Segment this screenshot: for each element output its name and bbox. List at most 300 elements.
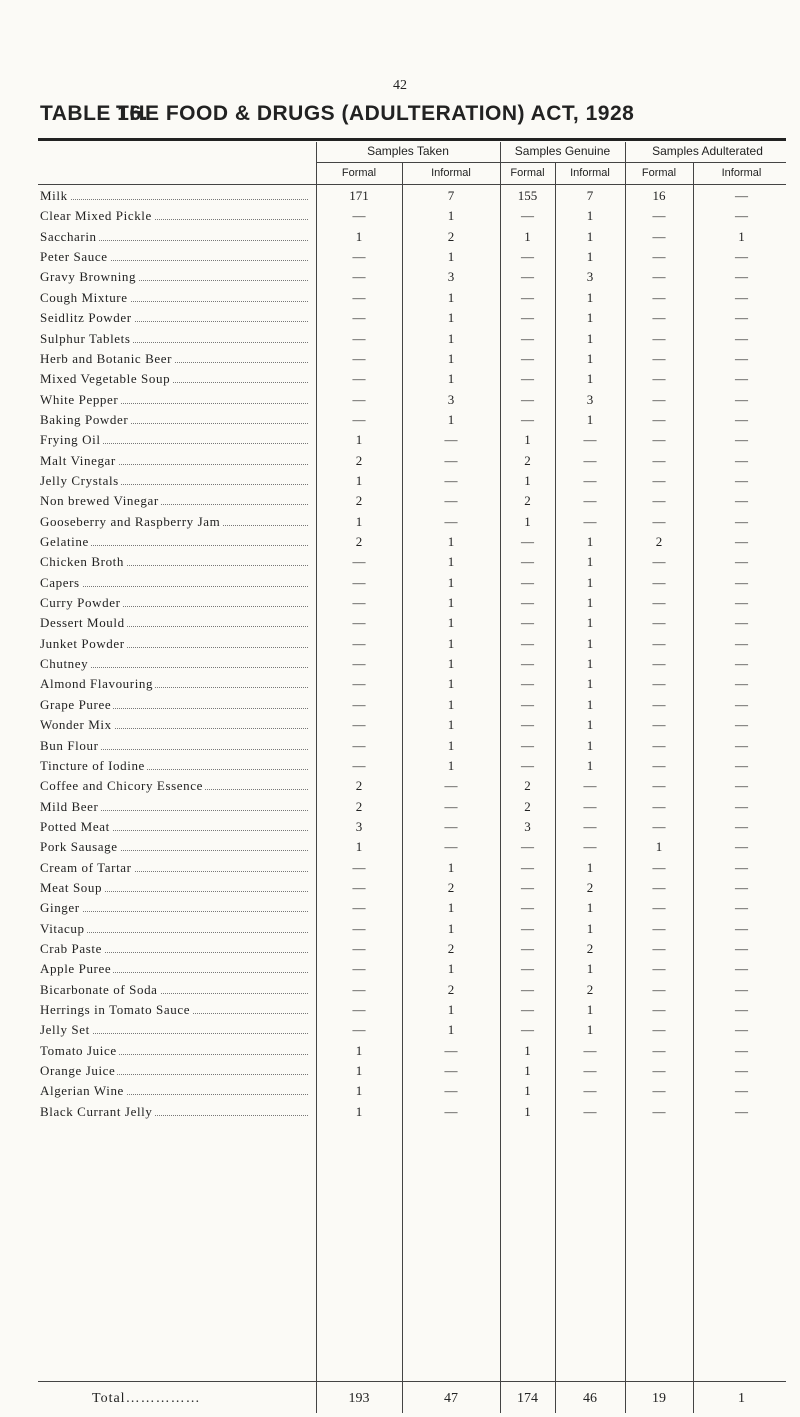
row-label: Herb and Botanic Beer <box>40 351 308 367</box>
table-cell: — <box>735 554 748 570</box>
table-cell: — <box>735 574 748 590</box>
table-cell: — <box>352 1022 366 1038</box>
table-cell: 2 <box>524 798 531 814</box>
table-cell: — <box>352 330 366 346</box>
row-label: Non brewed Vinegar <box>40 493 308 509</box>
table-cell: — <box>735 900 748 916</box>
table-cell: — <box>444 1103 458 1119</box>
table-cell: — <box>352 615 366 631</box>
table-cell: — <box>735 818 748 834</box>
row-label: Cream of Tartar <box>40 860 308 876</box>
table-cell: — <box>352 391 366 407</box>
table-cell: — <box>352 737 366 753</box>
table-cell: — <box>735 452 748 468</box>
table-row <box>0 534 800 554</box>
table-cell: — <box>735 757 748 773</box>
table-cell: — <box>652 737 666 753</box>
table-cell: — <box>652 778 666 794</box>
table-cell: 1 <box>586 371 594 387</box>
table-cell: 3 <box>586 391 594 407</box>
table-row <box>0 656 800 676</box>
table-cell: — <box>444 493 458 509</box>
row-label: Seidlitz Powder <box>40 310 308 326</box>
row-label: Pork Sausage <box>40 839 308 855</box>
table-cell: — <box>521 981 534 997</box>
table-cell: 1 <box>447 554 455 570</box>
table-cell: 1 <box>447 757 455 773</box>
table-cell: — <box>352 981 366 997</box>
table-cell: — <box>735 595 748 610</box>
table-cell: 1 <box>586 554 594 570</box>
total-cell: 193 <box>348 1391 370 1406</box>
table-cell: — <box>352 269 366 285</box>
table-cell: — <box>521 737 534 753</box>
table-cell: — <box>583 493 597 509</box>
table-cell: — <box>652 900 666 916</box>
table-row <box>0 371 800 391</box>
table-cell: 1 <box>586 330 594 346</box>
table-cell: — <box>735 615 748 631</box>
table-cell: — <box>652 249 666 265</box>
table-cell: 1 <box>524 513 531 529</box>
row-label: White Pepper <box>40 392 308 408</box>
total-cell: 174 <box>517 1391 538 1406</box>
table-cell: — <box>735 879 748 895</box>
table-cell: — <box>521 208 534 224</box>
row-label: Frying Oil <box>40 432 308 448</box>
table-cell: 1 <box>586 737 594 753</box>
table-cell: — <box>652 371 666 387</box>
table-cell: — <box>735 493 748 509</box>
table-cell: — <box>521 859 534 875</box>
table-cell: — <box>652 472 666 488</box>
table-cell: 1 <box>355 1103 363 1119</box>
table-cell: — <box>444 798 458 814</box>
table-cell: 1 <box>586 1002 594 1017</box>
table-cell: — <box>735 1022 748 1038</box>
table-cell: 3 <box>586 269 594 285</box>
total-cell: 46 <box>583 1391 597 1406</box>
row-label: Gooseberry and Raspberry Jam <box>40 514 308 530</box>
table-cell: 2 <box>655 534 663 549</box>
table-cell: — <box>444 513 458 529</box>
table-cell: — <box>652 818 666 834</box>
table-cell: 1 <box>586 696 594 712</box>
table-cell: — <box>735 798 748 814</box>
table-cell: 1 <box>586 656 594 671</box>
table-cell: 2 <box>355 798 363 814</box>
table-cell: — <box>652 676 666 692</box>
table-row <box>0 1043 800 1063</box>
table-cell: 1 <box>586 411 594 427</box>
table-cell: — <box>444 839 458 855</box>
table-cell: — <box>652 696 666 712</box>
table-cell: 1 <box>447 961 455 977</box>
subheader-genuine-formal: Formal <box>510 167 545 179</box>
table-cell: 1 <box>447 635 455 651</box>
table-cell: — <box>444 472 458 488</box>
row-label: Malt Vinegar <box>40 453 308 469</box>
table-cell: — <box>521 574 534 590</box>
table-row <box>0 799 800 819</box>
table-cell: 1 <box>586 615 594 631</box>
header-bottom-rule <box>38 184 786 185</box>
table-cell: 1 <box>447 656 455 671</box>
table-cell: — <box>735 778 748 794</box>
table-cell: 1 <box>586 717 594 733</box>
table-cell: 1 <box>586 289 594 305</box>
table-row <box>0 819 800 839</box>
row-label: Coffee and Chicory Essence <box>40 778 308 794</box>
row-label: Black Currant Jelly <box>40 1104 308 1120</box>
table-cell: — <box>521 249 534 265</box>
table-cell: — <box>735 941 748 956</box>
table-cell: — <box>652 411 666 427</box>
table-cell: 1 <box>586 961 594 977</box>
table-cell: — <box>444 1042 458 1058</box>
row-label: Herrings in Tomato Sauce <box>40 1002 308 1018</box>
table-cell: 1 <box>447 615 455 631</box>
row-label: Jelly Crystals <box>40 473 308 489</box>
table-cell: — <box>521 676 534 692</box>
table-cell: 1 <box>586 228 594 244</box>
table-row <box>0 615 800 635</box>
table-row <box>0 595 800 615</box>
table-cell: 1 <box>447 859 455 875</box>
table-cell: — <box>735 656 748 671</box>
table-cell: 1 <box>524 228 531 244</box>
row-label: Orange Juice <box>40 1063 308 1079</box>
table-cell: 1 <box>586 595 594 610</box>
table-cell: — <box>521 961 534 977</box>
row-label: Algerian Wine <box>40 1083 308 1099</box>
table-cell: — <box>735 310 748 326</box>
row-label: Tomato Juice <box>40 1043 308 1059</box>
table-cell: 1 <box>447 371 455 387</box>
table-cell: 1 <box>447 676 455 692</box>
row-label: Baking Powder <box>40 412 308 428</box>
table-cell: — <box>652 432 666 448</box>
table-cell: — <box>352 676 366 692</box>
row-label: Tincture of Iodine <box>40 758 308 774</box>
table-cell: 1 <box>447 717 455 733</box>
table-row <box>0 473 800 493</box>
row-label: Mixed Vegetable Soup <box>40 371 308 387</box>
table-cell: 1 <box>447 920 455 936</box>
table-cell: 2 <box>524 452 531 468</box>
table-cell: — <box>735 981 748 997</box>
table-row <box>0 1083 800 1103</box>
table-cell: — <box>735 1042 748 1058</box>
table-cell: 1 <box>447 249 455 265</box>
row-label: Gravy Browning <box>40 269 308 285</box>
row-label: Chutney <box>40 656 308 672</box>
row-label: Gelatine <box>40 534 308 550</box>
row-label: Apple Puree <box>40 961 308 977</box>
table-cell: — <box>735 208 748 224</box>
table-cell: — <box>735 1063 748 1079</box>
table-cell: 1 <box>447 330 455 346</box>
table-row <box>0 778 800 798</box>
table-cell: — <box>583 1083 597 1099</box>
table-row <box>0 961 800 981</box>
table-cell: — <box>352 941 366 956</box>
table-cell: 1 <box>586 1022 594 1038</box>
table-cell: 1 <box>586 350 594 366</box>
table-cell: — <box>652 208 666 224</box>
table-cell: — <box>521 595 534 610</box>
table-cell: 3 <box>524 818 531 834</box>
table-cell: — <box>652 717 666 733</box>
table-cell: — <box>735 534 748 549</box>
row-label: Jelly Set <box>40 1022 308 1038</box>
table-cell: — <box>652 228 666 244</box>
table-cell: — <box>444 452 458 468</box>
table-cell: 2 <box>355 452 363 468</box>
table-cell: 1 <box>524 1042 531 1058</box>
table-cell: — <box>352 208 366 224</box>
table-cell: — <box>735 432 748 448</box>
table-cell: 1 <box>447 208 455 224</box>
table-cell: 1 <box>586 208 594 224</box>
table-cell: — <box>521 717 534 733</box>
table-cell: 7 <box>586 188 594 203</box>
table-cell: — <box>583 1103 597 1119</box>
table-cell: — <box>521 696 534 712</box>
table-cell: — <box>521 411 534 427</box>
table-cell: — <box>352 859 366 875</box>
table-cell: 2 <box>524 493 531 509</box>
table-cell: — <box>521 941 534 956</box>
row-label: Ginger <box>40 900 308 916</box>
table-cell: — <box>444 1083 458 1099</box>
table-cell: — <box>583 818 597 834</box>
table-cell: 3 <box>447 269 455 285</box>
table-cell: — <box>735 1002 748 1017</box>
table-cell: 1 <box>447 696 455 712</box>
row-label: Bun Flour <box>40 738 308 754</box>
table-cell: — <box>521 615 534 631</box>
table-cell: — <box>583 472 597 488</box>
table-cell: 1 <box>447 737 455 753</box>
header-samples-adulterated: Samples Adulterated <box>652 144 763 158</box>
table-cell: — <box>735 269 748 285</box>
row-label: Chicken Broth <box>40 554 308 570</box>
table-row <box>0 1022 800 1042</box>
row-label: Grape Puree <box>40 697 308 713</box>
table-cell: — <box>652 452 666 468</box>
table-cell: 3 <box>447 391 455 407</box>
row-label: Almond Flavouring <box>40 676 308 692</box>
table-cell: — <box>652 289 666 305</box>
table-cell: 2 <box>355 778 363 794</box>
table-cell: — <box>735 920 748 936</box>
table-cell: 1 <box>524 1083 531 1099</box>
table-number: TABLE 16. <box>40 102 148 125</box>
table-cell: — <box>652 310 666 326</box>
table-cell: — <box>352 595 366 610</box>
table-cell: — <box>521 1002 534 1017</box>
table-cell: 2 <box>447 879 455 895</box>
subheader-adulterated-informal: Informal <box>721 167 762 179</box>
table-row <box>0 290 800 310</box>
table-cell: — <box>352 411 366 427</box>
table-cell: — <box>652 1042 666 1058</box>
table-cell: 2 <box>447 941 455 956</box>
total-cell: 1 <box>738 1391 745 1406</box>
table-cell: — <box>521 310 534 326</box>
table-cell: 1 <box>447 574 455 590</box>
total-rule <box>38 1381 786 1382</box>
table-cell: — <box>735 676 748 692</box>
table-cell: — <box>735 411 748 427</box>
table-cell: — <box>652 879 666 895</box>
table-cell: — <box>521 757 534 773</box>
table-cell: — <box>352 879 366 895</box>
table-title-text: THE FOOD & DRUGS (ADULTERATION) ACT, 1928 <box>116 102 635 125</box>
table-cell: — <box>652 269 666 285</box>
table-row <box>0 554 800 574</box>
table-cell: 16 <box>652 188 666 203</box>
table-cell: 1 <box>447 1022 455 1038</box>
table-cell: — <box>521 879 534 895</box>
table-cell: — <box>583 432 597 448</box>
table-cell: 1 <box>447 595 455 610</box>
row-label: Saccharin <box>40 229 308 245</box>
table-cell: — <box>521 839 534 855</box>
table-row <box>0 1002 800 1022</box>
table-cell: — <box>352 656 366 671</box>
table-cell: — <box>444 432 458 448</box>
table-cell: — <box>583 798 597 814</box>
table-cell: 1 <box>586 310 594 326</box>
table-row <box>0 941 800 961</box>
total-label: Total…………… <box>92 1391 201 1406</box>
table-cell: 2 <box>355 534 363 549</box>
table-cell: — <box>352 310 366 326</box>
table-cell: 2 <box>447 981 455 997</box>
table-cell: — <box>444 778 458 794</box>
table-cell: — <box>735 513 748 529</box>
table-cell: 171 <box>349 188 369 203</box>
table-cell: — <box>521 1022 534 1038</box>
table-cell: 1 <box>355 228 363 244</box>
table-row <box>0 188 800 208</box>
table-cell: — <box>352 961 366 977</box>
table-row <box>0 839 800 859</box>
table-cell: 1 <box>586 900 594 916</box>
row-label: Curry Powder <box>40 595 308 611</box>
table-cell: 7 <box>447 188 455 203</box>
table-cell: — <box>735 330 748 346</box>
table-cell: — <box>444 1063 458 1079</box>
table-cell: — <box>735 1103 748 1119</box>
table-cell: — <box>652 350 666 366</box>
header-samples-genuine: Samples Genuine <box>514 144 611 158</box>
table-cell: — <box>352 574 366 590</box>
subheader-adulterated-formal: Formal <box>641 167 677 179</box>
table-row <box>0 982 800 1002</box>
table-row <box>0 1063 800 1083</box>
table-row <box>0 453 800 473</box>
table-cell: — <box>652 595 666 610</box>
table-cell: — <box>652 1063 666 1079</box>
table-cell: — <box>652 757 666 773</box>
table-row <box>0 412 800 432</box>
table-cell: 1 <box>586 859 594 875</box>
total-row <box>0 1391 800 1413</box>
row-label: Mild Beer <box>40 799 308 815</box>
table-cell: 1 <box>655 839 663 855</box>
table-row <box>0 636 800 656</box>
table-cell: — <box>352 289 366 305</box>
table-row <box>0 208 800 228</box>
table-cell: — <box>352 696 366 712</box>
table-cell: 1 <box>524 432 531 448</box>
page-number: 42 <box>393 78 407 93</box>
table-row <box>0 432 800 452</box>
table-cell: — <box>652 859 666 875</box>
table-cell: — <box>352 920 366 936</box>
table-cell: — <box>521 920 534 936</box>
table-cell: — <box>521 534 534 549</box>
table-cell: — <box>352 371 366 387</box>
table-row <box>0 738 800 758</box>
table-cell: — <box>521 554 534 570</box>
table-cell: — <box>652 493 666 509</box>
table-cell: — <box>735 371 748 387</box>
table-cell: 1 <box>738 228 745 244</box>
table-cell: 1 <box>355 513 363 529</box>
table-cell: 2 <box>586 879 594 895</box>
table-cell: — <box>652 615 666 631</box>
table-cell: — <box>652 798 666 814</box>
table-cell: 1 <box>586 249 594 265</box>
table-cell: 2 <box>586 941 594 956</box>
total-cell: 47 <box>444 1391 458 1406</box>
row-label: Bicarbonate of Soda <box>40 982 308 998</box>
table-cell: 155 <box>517 188 538 203</box>
table-cell: 1 <box>586 635 594 651</box>
table-cell: — <box>735 1083 748 1099</box>
row-label: Clear Mixed Pickle <box>40 208 308 224</box>
table-cell: — <box>735 839 748 855</box>
table-cell: — <box>352 717 366 733</box>
table-cell: — <box>521 635 534 651</box>
total-cell: 19 <box>652 1391 666 1406</box>
subheader-taken-informal: Informal <box>431 167 471 179</box>
table-cell: — <box>652 1022 666 1038</box>
table-cell: — <box>583 513 597 529</box>
table-cell: 1 <box>447 534 455 549</box>
table-cell: — <box>652 941 666 956</box>
table-cell: — <box>735 391 748 407</box>
table-cell: — <box>735 472 748 488</box>
table-cell: 1 <box>586 534 594 549</box>
table-cell: — <box>352 249 366 265</box>
table-cell: 1 <box>524 1063 531 1079</box>
header-samples-taken: Samples Taken <box>367 144 449 158</box>
table-row <box>0 921 800 941</box>
table-cell: — <box>444 818 458 834</box>
table-cell: — <box>735 249 748 265</box>
table-row <box>0 514 800 534</box>
table-cell: 1 <box>586 757 594 773</box>
table-cell: 2 <box>524 778 531 794</box>
table-row <box>0 493 800 513</box>
table-cell: 1 <box>447 350 455 366</box>
table-cell: — <box>652 554 666 570</box>
